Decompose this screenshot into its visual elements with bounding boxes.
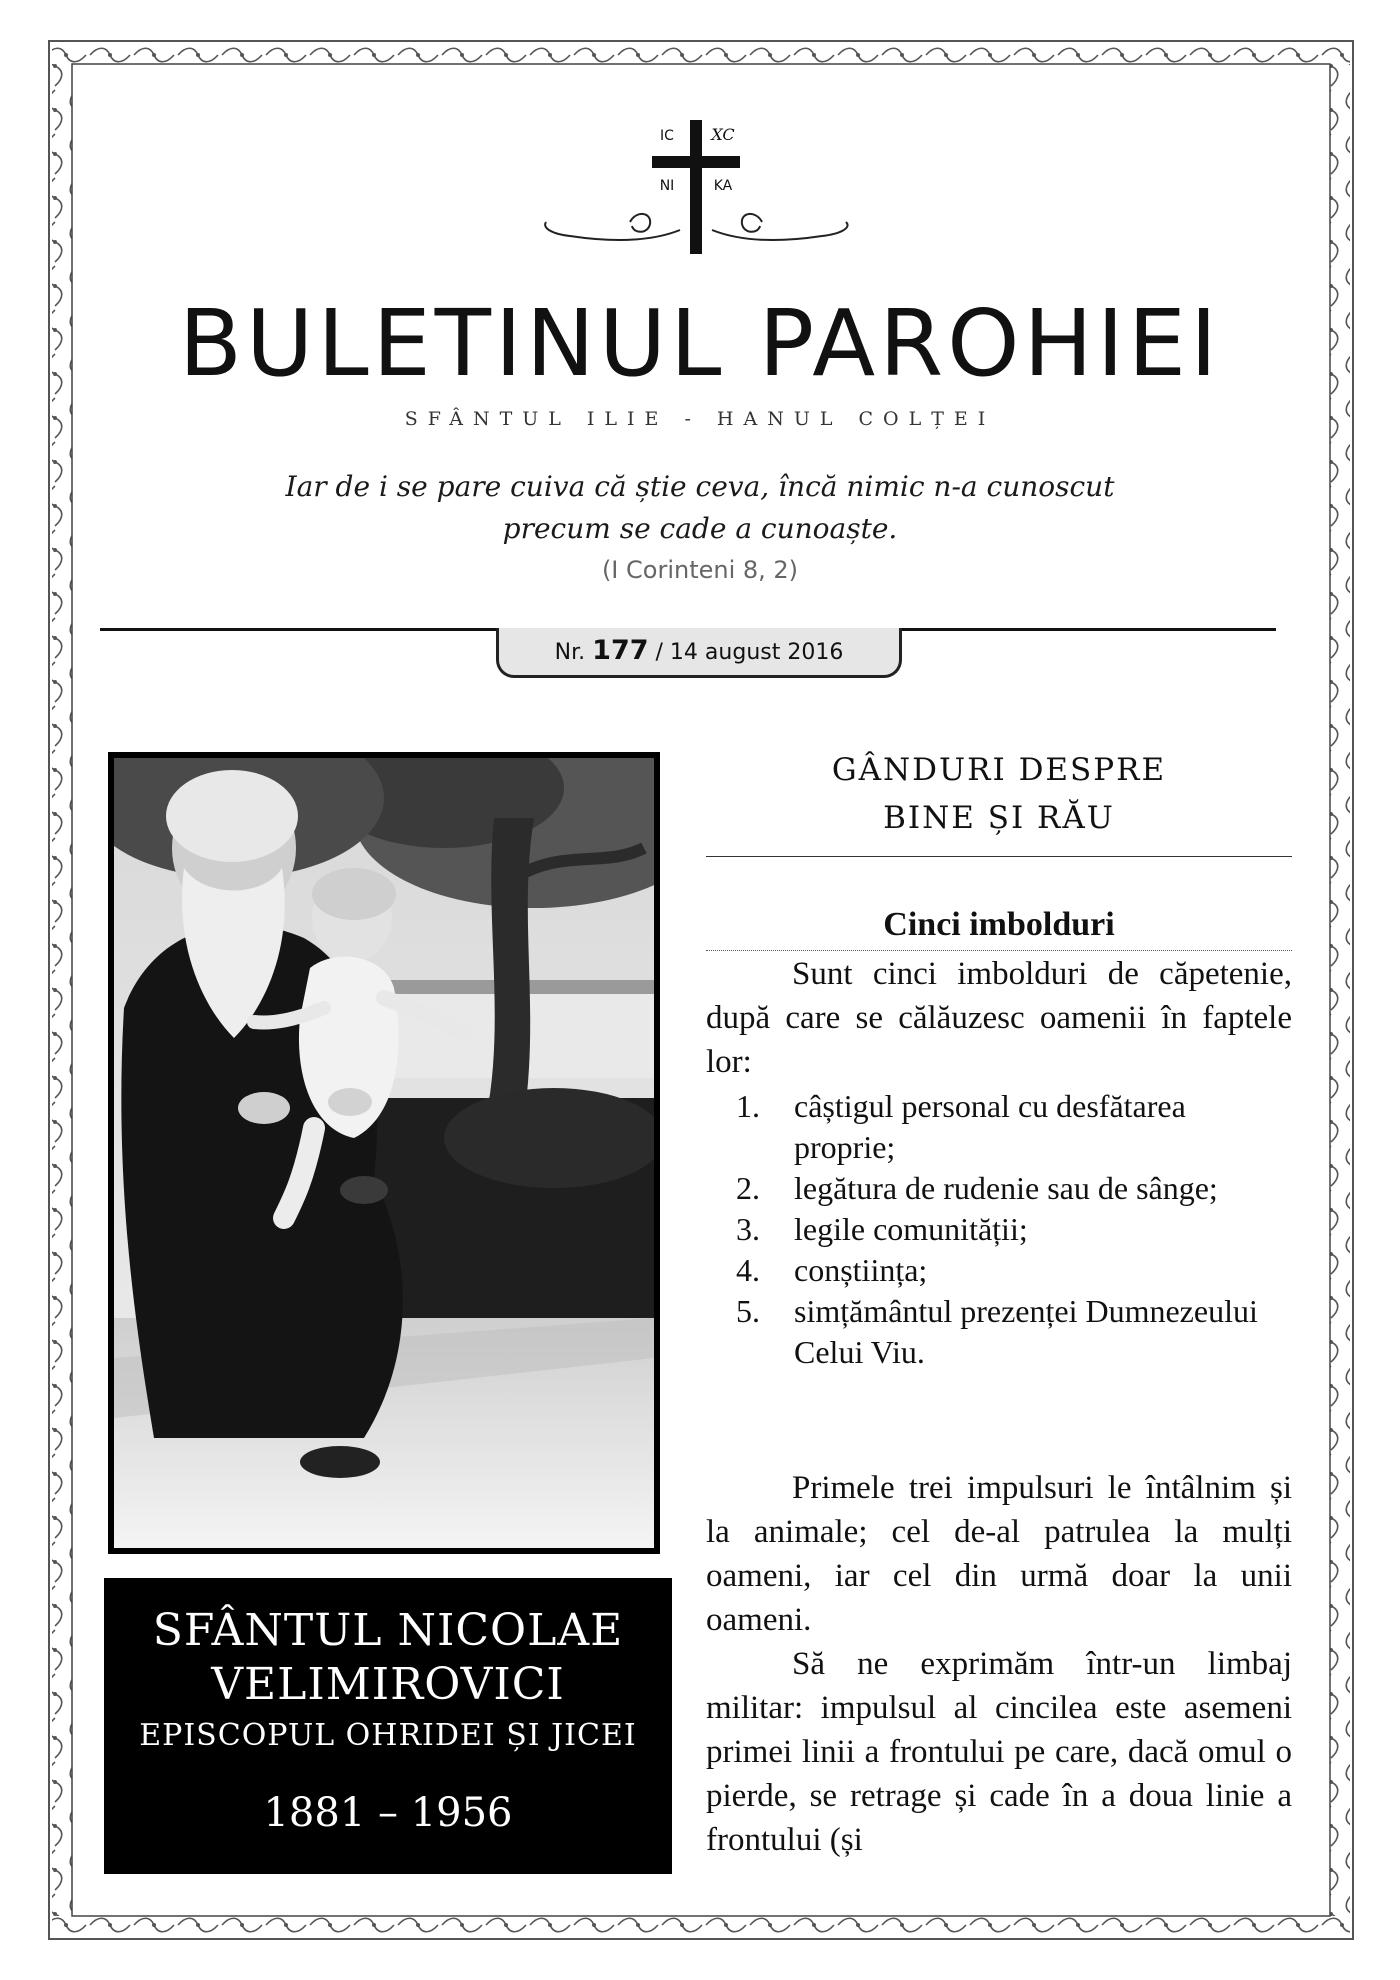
issue-badge (496, 628, 902, 678)
quote-line-2: precum se cade a cunoaște. (502, 512, 898, 545)
bulletin-title: BULETINUL PAROHIEI (178, 290, 1222, 397)
cross-icon (690, 120, 702, 254)
cross-emblem (540, 118, 860, 268)
article-subheading: Cinci imbolduri (883, 906, 1115, 943)
saint-title: EPISCOPUL OHRIDEI ȘI JICEI (139, 1718, 637, 1753)
section-divider (706, 856, 1292, 857)
article-body (706, 1466, 1292, 1862)
list-item: 1. câștigul personal cu desfătarea proprie; (736, 1088, 1186, 1165)
saint-name-line-1: SFÂNTUL NICOLAE (152, 1605, 624, 1656)
issue-number: 177 (592, 635, 649, 666)
monogram-tl: IC (660, 128, 674, 144)
list-item: 2. legătura de rudenie sau de sânge; (736, 1170, 1218, 1206)
intro-paragraph: Sunt cinci imbolduri de căpetenie, după care se călăuzesc oamenii în faptele lor: (706, 956, 1292, 1080)
list-item: 3. legile comunității; (736, 1211, 1028, 1247)
section-title-line-2: BINE ȘI RĂU (883, 800, 1115, 836)
saint-name (104, 1604, 672, 1712)
monogram-br: KA (713, 178, 733, 194)
saint-photo (108, 752, 660, 1554)
saint-years: 1881 – 1956 (263, 1790, 513, 1836)
issue-date: / 14 august 2016 (655, 640, 844, 665)
saint-caption (104, 1578, 672, 1874)
quote-reference: (I Corinteni 8, 2) (601, 556, 799, 584)
monogram-bl: NI (659, 178, 675, 194)
section-title-line-1: GÂNDURI DESPRE (831, 752, 1167, 788)
monogram-tr: XC (711, 125, 735, 144)
list-item: 5. simțământul prezenței Dumnezeului Celui Viu. (736, 1293, 1258, 1370)
quote-line-1: Iar de i se pare cuiva că știe ceva, încă nimic n-a cunoscut (285, 470, 1115, 503)
section-title (706, 746, 1292, 842)
article-intro (706, 952, 1292, 1084)
photo-image (114, 758, 654, 1548)
body-paragraph-2: Primele trei impulsuri le întâlnim și la animale; cel de-al patrulea la mulți oameni, iar cel din urmă doar la unii oameni. (706, 1470, 1292, 1638)
subheading-divider (706, 950, 1292, 951)
list-item: 4. conștiința; (736, 1252, 928, 1288)
right-flourish-icon (712, 214, 848, 240)
left-flourish-icon (545, 214, 680, 240)
saint-name-line-2: VELIMIROVICI (211, 1659, 565, 1710)
body-paragraph-3: Să ne exprimăm într-un limbaj militar: impulsul al cincilea este asemeni primei linii a frontului pe care, dacă omul o pierde, se retrage și cade în a doua linie a frontului (și (706, 1646, 1292, 1858)
epigraph-quote (200, 466, 1200, 550)
impulses-list (736, 1086, 1292, 1373)
issue-prefix: Nr. (554, 640, 586, 665)
parish-subtitle: SFÂNTUL ILIE - HANUL COLȚEI (404, 408, 996, 430)
